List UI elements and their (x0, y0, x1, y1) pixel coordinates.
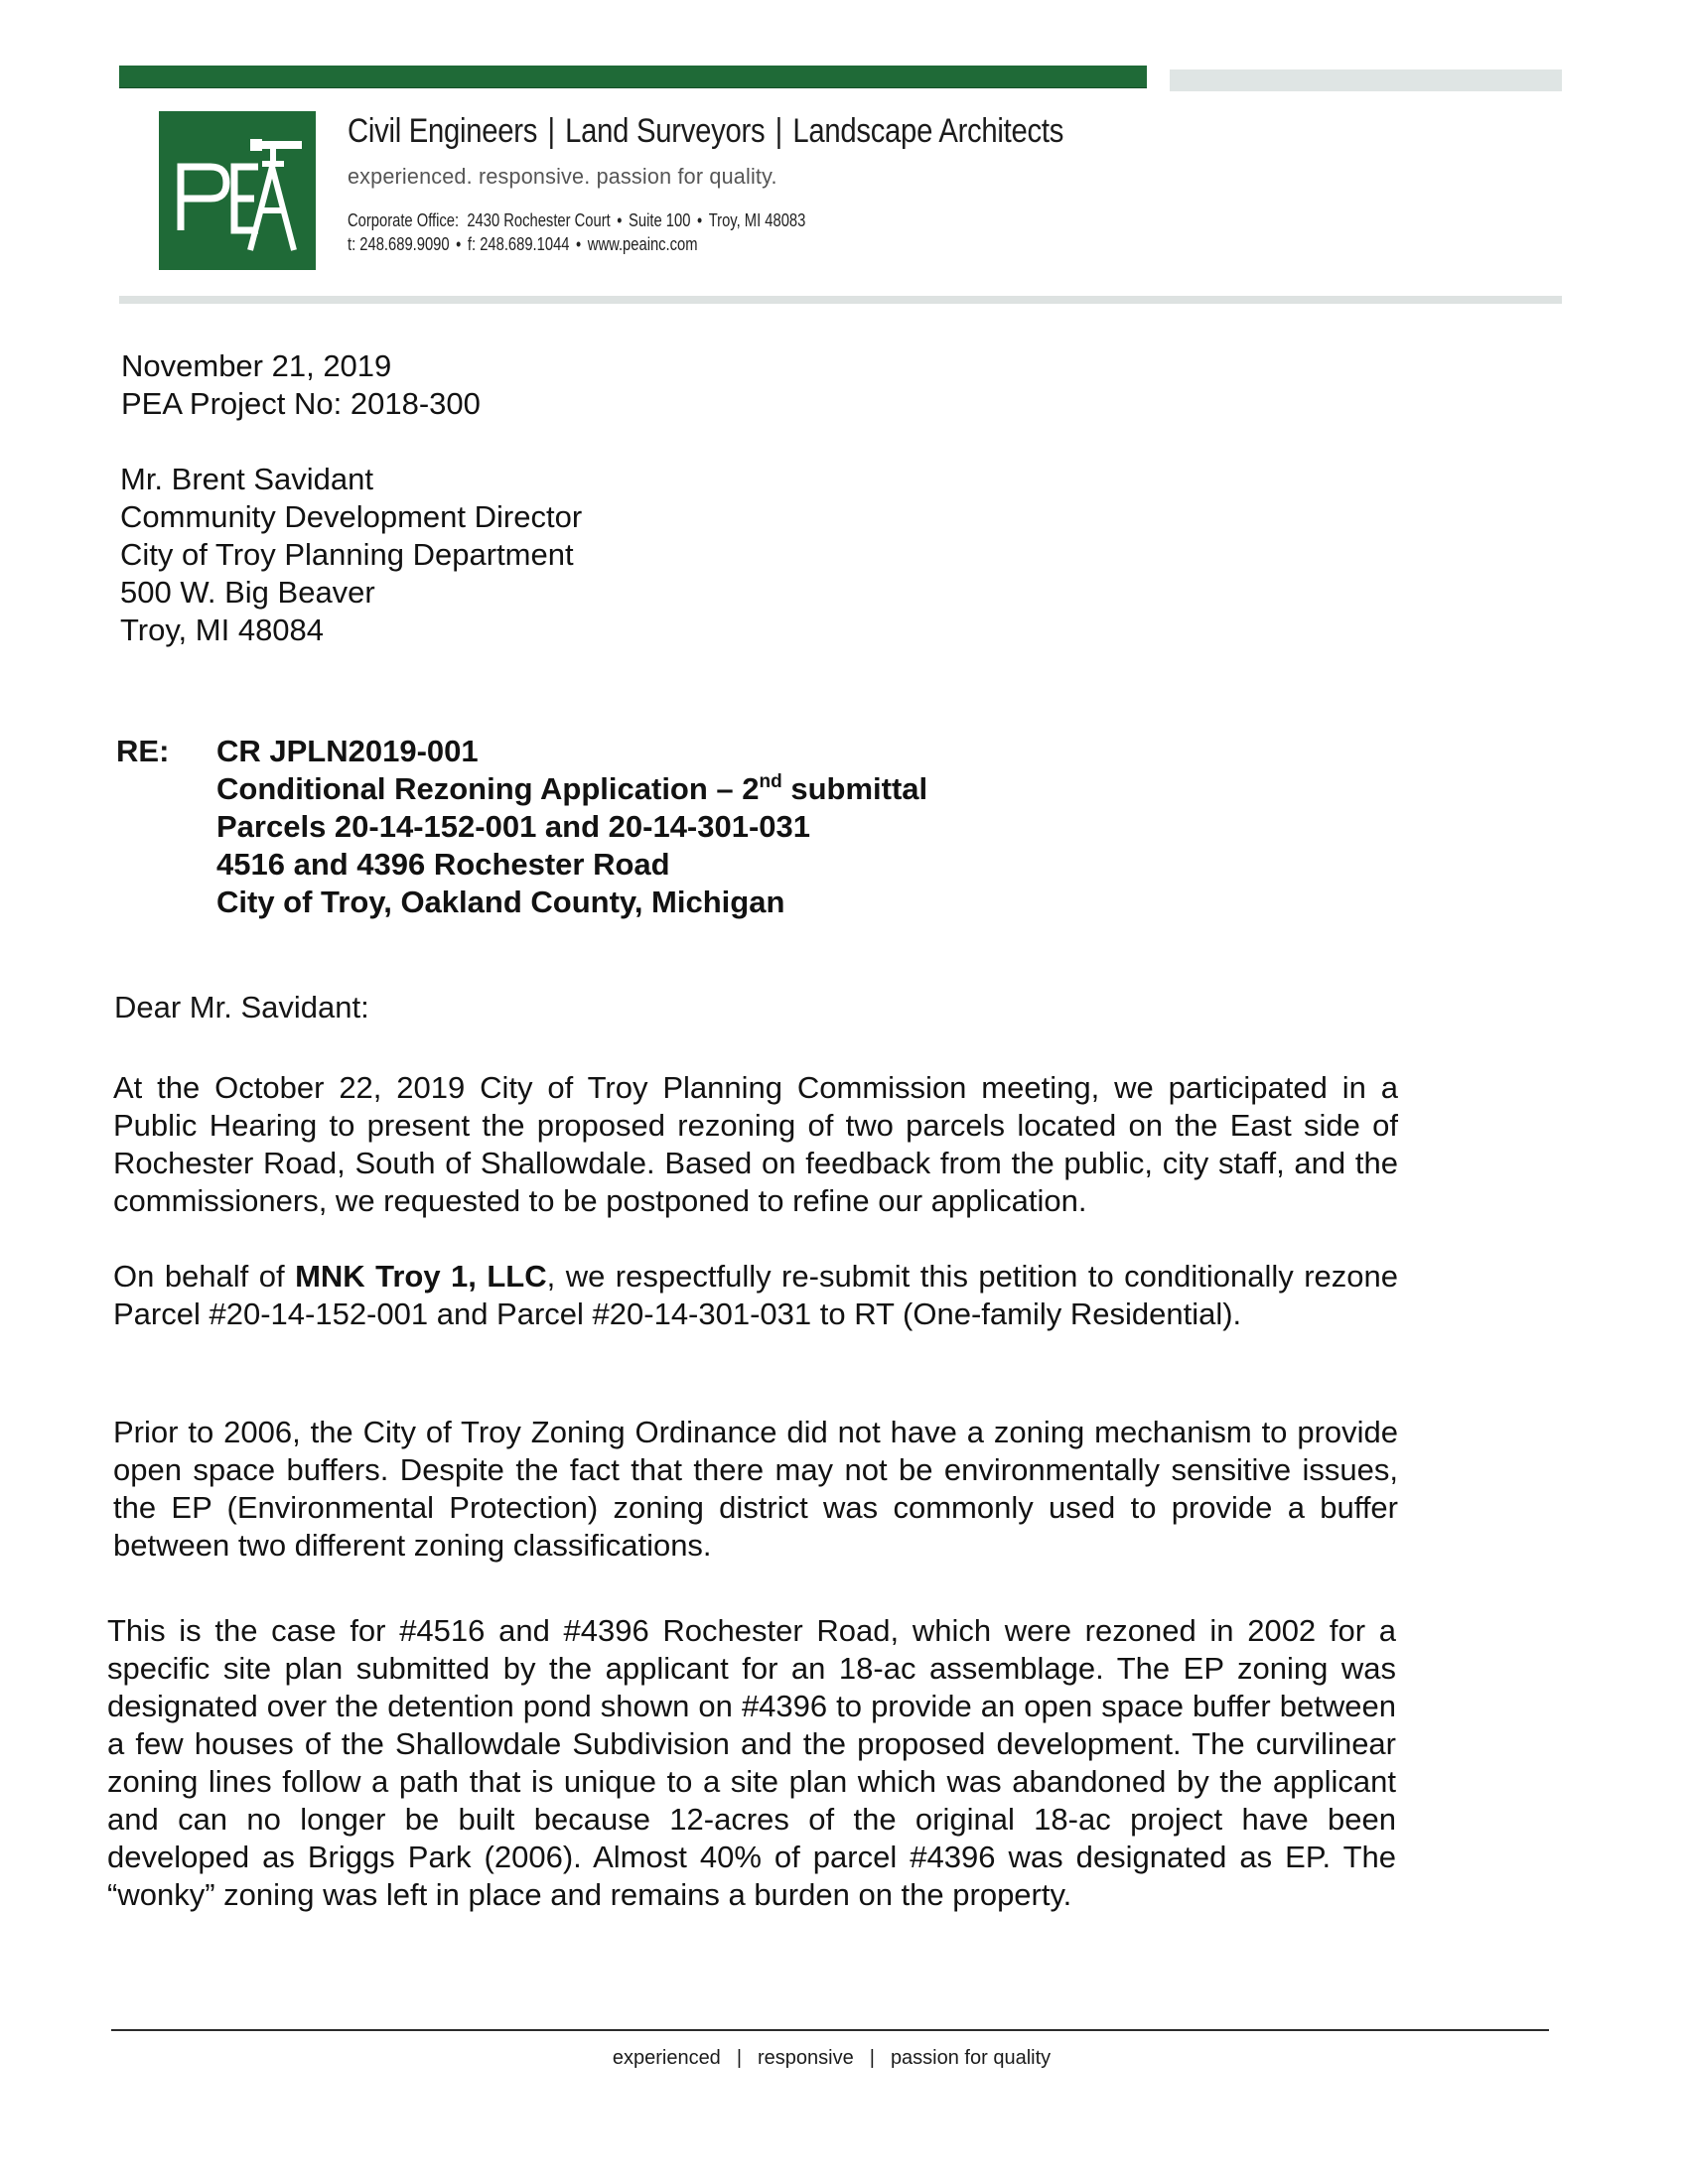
case-number: CR JPLN2019-001 (216, 734, 479, 768)
footer-tagline (0, 2047, 1663, 2070)
applicant-name: MNK Troy 1, LLC (295, 1259, 547, 1294)
paragraph-text: On behalf of (113, 1259, 296, 1294)
header-light-bar (1170, 69, 1562, 91)
body-paragraph (113, 1258, 1398, 1333)
project-number: PEA Project No: 2018-300 (121, 386, 481, 421)
header-green-bar (119, 66, 1147, 87)
bullet: • (456, 234, 462, 254)
paragraph-text: , we respectfully re-submit this petition to conditionally rezone Parcel #20-14-152-001 and Parcel #20-14-301-031 to RT (One-family Residential). (113, 1259, 1399, 1331)
subject-line (216, 770, 927, 808)
services-line (348, 112, 1063, 151)
recipient-name: Mr. Brent Savidant (120, 462, 374, 496)
header-divider (119, 296, 1562, 304)
bullet: • (696, 210, 703, 230)
separator: | (547, 112, 555, 150)
addresses-line: 4516 and 4396 Rochester Road (216, 847, 670, 882)
location-line: City of Troy, Oakland County, Michigan (216, 885, 785, 919)
fax-number: f: 248.689.1044 (467, 234, 570, 254)
office-street: 2430 Rochester Court (467, 210, 611, 230)
body-paragraph: At the October 22, 2019 City of Troy Planning Commission meeting, we participated in a Public Hearing to present the proposed rezoning of two parcels located on the East side of Rochester Road, South of Shallowdale. Based on feedback from the public, city staff, and the commissioners, we requested to be postponed to refine our application. (113, 1070, 1398, 1218)
footer-item: passion for quality (890, 2047, 1052, 2069)
subject-block (216, 733, 927, 921)
body-paragraph: Prior to 2006, the City of Troy Zoning Ordinance did not have a zoning mechanism to provide open space buffers. Despite the fact that there may not be environmentally sensitive issues, the EP (Environmental Protection) zoning district was commonly used to provide a buffer between two different zoning classifications. (113, 1415, 1398, 1563)
separator: | (774, 112, 782, 150)
bullet: • (576, 234, 582, 254)
body-paragraph: This is the case for #4516 and #4396 Rochester Road, which were rezoned in 2002 for a specific site plan submitted by the applicant for an 18-ac assemblage. The EP zoning was designated over the detention pond shown on #4396 to provide an open space buffer between a few houses of the Shallowdale Subdivision and the proposed development. The curvilinear zoning lines follow a path that is unique to a site plan which was abandoned by the applicant and can no longer be built because 12-acres of the original 18-ac project have been developed as Briggs Park (2006). Almost 40% of parcel #4396 was designated as EP. The “wonky” zoning was left in place and remains a burden on the property. (107, 1613, 1396, 1912)
office-suite: Suite 100 (629, 210, 691, 230)
service-surveyors: Land Surveyors (565, 112, 766, 150)
contact-line (348, 234, 698, 255)
letter-date: November 21, 2019 (121, 348, 392, 383)
company-logo (159, 111, 316, 270)
company-tagline: experienced. responsive. passion for quality. (348, 164, 777, 189)
service-civil: Civil Engineers (348, 112, 538, 150)
subject-suffix: submittal (781, 771, 928, 806)
salutation: Dear Mr. Savidant: (114, 990, 369, 1024)
footer-divider (111, 2029, 1549, 2031)
phone-number: t: 248.689.9090 (348, 234, 450, 254)
recipient-city: Troy, MI 48084 (120, 613, 325, 647)
office-city: Troy, MI 48083 (708, 210, 806, 230)
separator: | (869, 2047, 875, 2069)
office-label: Corporate Office: (348, 210, 460, 230)
recipient-address (120, 461, 582, 649)
footer-item: responsive (758, 2047, 854, 2069)
ordinal-suffix: nd (759, 771, 782, 792)
survey-tripod-icon (159, 111, 316, 270)
re-label: RE: (116, 734, 170, 768)
service-landscape: Landscape Architects (792, 112, 1064, 150)
bullet: • (617, 210, 623, 230)
office-address (348, 210, 805, 231)
recipient-title: Community Development Director (120, 499, 583, 534)
recipient-department: City of Troy Planning Department (120, 537, 574, 572)
website-link[interactable]: www.peainc.com (587, 234, 698, 254)
parcels-line: Parcels 20-14-152-001 and 20-14-301-031 (216, 809, 811, 844)
recipient-street: 500 W. Big Beaver (120, 575, 375, 610)
separator: | (736, 2047, 743, 2069)
date-block (121, 347, 481, 423)
subject-prefix: Conditional Rezoning Application – 2 (216, 771, 760, 806)
footer-item: experienced (612, 2047, 721, 2069)
